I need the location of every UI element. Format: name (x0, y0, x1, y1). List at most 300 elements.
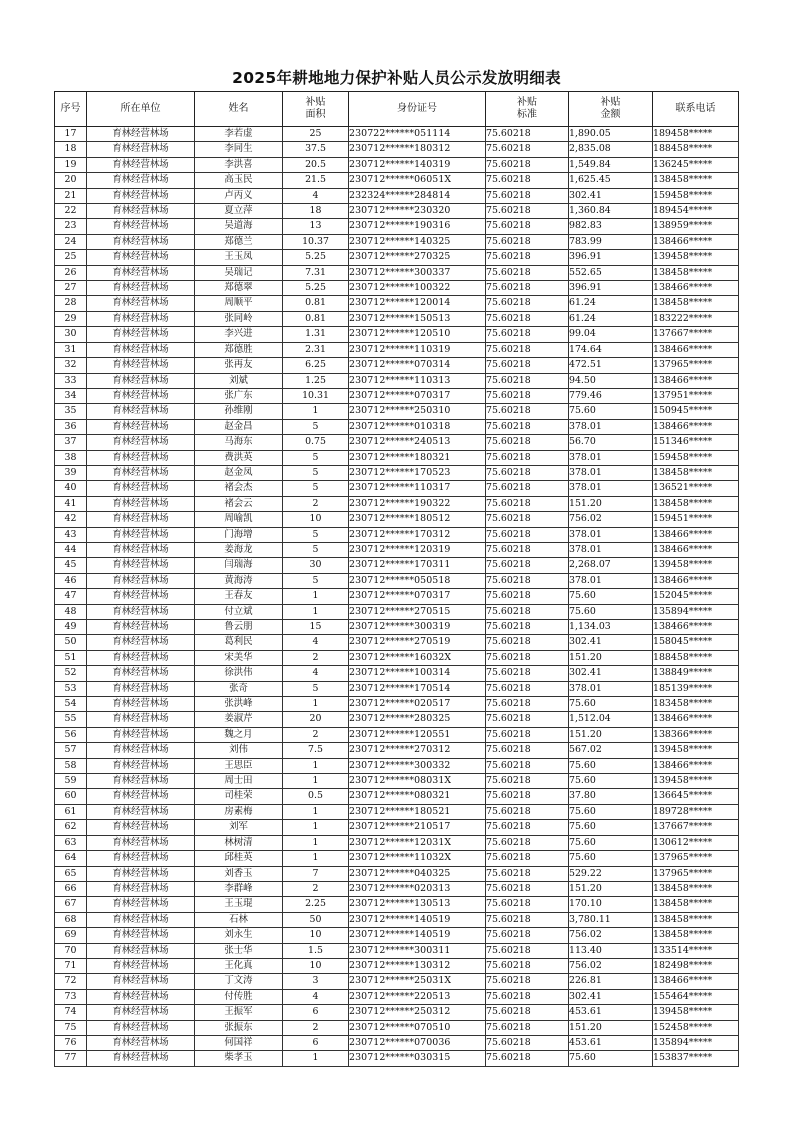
standard-cell: 75.60218 (486, 573, 569, 588)
phone-cell: 159451***** (653, 512, 739, 527)
id-number-cell: 230712******270519 (349, 635, 486, 650)
seq-cell: 28 (55, 296, 87, 311)
col-header-amount: 补贴 金额 (569, 92, 653, 127)
standard-cell: 75.60218 (486, 373, 569, 388)
amount-cell: 756.02 (569, 512, 653, 527)
table-row (55, 188, 739, 203)
area-cell: 20.5 (283, 157, 349, 172)
id-number-cell: 230712******300332 (349, 758, 486, 773)
amount-cell: 151.20 (569, 496, 653, 511)
table-row (55, 743, 739, 758)
table-row (55, 142, 739, 157)
id-number-cell: 230712******140519 (349, 912, 486, 927)
name-cell: 王振军 (195, 1005, 283, 1020)
area-cell: 50 (283, 912, 349, 927)
phone-cell: 138466***** (653, 342, 739, 357)
table-row (55, 358, 739, 373)
unit-cell: 育林经营林场 (87, 404, 195, 419)
seq-cell: 22 (55, 204, 87, 219)
amount-cell: 226.81 (569, 974, 653, 989)
amount-cell: 170.10 (569, 897, 653, 912)
name-cell: 张同岭 (195, 311, 283, 326)
table-row (55, 296, 739, 311)
name-cell: 邱桂英 (195, 851, 283, 866)
id-number-cell: 230712******120319 (349, 542, 486, 557)
standard-cell: 75.60218 (486, 589, 569, 604)
standard-cell: 75.60218 (486, 558, 569, 573)
name-cell: 宋美华 (195, 650, 283, 665)
table-row (55, 419, 739, 434)
area-cell: 1 (283, 758, 349, 773)
name-cell: 赵金凤 (195, 465, 283, 480)
phone-cell: 189728***** (653, 804, 739, 819)
col-header-unit: 所在单位 (87, 92, 195, 127)
id-number-cell: 230712******280325 (349, 712, 486, 727)
area-cell: 7 (283, 866, 349, 881)
amount-cell: 783.99 (569, 234, 653, 249)
seq-cell: 36 (55, 419, 87, 434)
phone-cell: 138458***** (653, 881, 739, 896)
phone-cell: 138466***** (653, 373, 739, 388)
standard-cell: 75.60218 (486, 712, 569, 727)
id-number-cell: 230712******220513 (349, 989, 486, 1004)
name-cell: 魏之月 (195, 727, 283, 742)
name-cell: 刘斌 (195, 373, 283, 388)
area-cell: 7.5 (283, 743, 349, 758)
area-cell: 37.5 (283, 142, 349, 157)
seq-cell: 65 (55, 866, 87, 881)
standard-cell: 75.60218 (486, 173, 569, 188)
seq-cell: 59 (55, 774, 87, 789)
name-cell: 付传胜 (195, 989, 283, 1004)
id-number-cell: 230712******110313 (349, 373, 486, 388)
seq-cell: 56 (55, 727, 87, 742)
phone-cell: 159458***** (653, 188, 739, 203)
unit-cell: 育林经营林场 (87, 789, 195, 804)
name-cell: 李兴进 (195, 327, 283, 342)
name-cell: 刘伟 (195, 743, 283, 758)
standard-cell: 75.60218 (486, 666, 569, 681)
standard-cell: 75.60218 (486, 219, 569, 234)
table-row (55, 928, 739, 943)
seq-cell: 54 (55, 697, 87, 712)
unit-cell: 育林经营林场 (87, 989, 195, 1004)
area-cell: 5.25 (283, 281, 349, 296)
unit-cell: 育林经营林场 (87, 250, 195, 265)
phone-cell: 138466***** (653, 234, 739, 249)
id-number-cell: 230712******300319 (349, 620, 486, 635)
area-cell: 10.37 (283, 234, 349, 249)
unit-cell: 育林经营林场 (87, 743, 195, 758)
id-number-cell: 230712******230320 (349, 204, 486, 219)
col-header-phone: 联系电话 (653, 92, 739, 127)
subsidy-table (54, 91, 739, 1067)
document-title: 2025年耕地地力保护补贴人员公示发放明细表 (232, 69, 561, 87)
table-row (55, 404, 739, 419)
standard-cell: 75.60218 (486, 204, 569, 219)
name-cell: 孙维刚 (195, 404, 283, 419)
amount-cell: 2,835.08 (569, 142, 653, 157)
phone-cell: 153837***** (653, 1051, 739, 1066)
table-body (55, 127, 739, 1067)
phone-cell: 135894***** (653, 604, 739, 619)
standard-cell: 75.60218 (486, 296, 569, 311)
standard-cell: 75.60218 (486, 635, 569, 650)
table-row (55, 342, 739, 357)
table-row (55, 789, 739, 804)
area-cell: 5 (283, 542, 349, 557)
seq-cell: 31 (55, 342, 87, 357)
name-cell: 张士华 (195, 943, 283, 958)
amount-cell: 302.41 (569, 989, 653, 1004)
phone-cell: 159458***** (653, 450, 739, 465)
unit-cell: 育林经营林场 (87, 388, 195, 403)
name-cell: 刘军 (195, 820, 283, 835)
phone-cell: 136645***** (653, 789, 739, 804)
amount-cell: 378.01 (569, 450, 653, 465)
standard-cell: 75.60218 (486, 912, 569, 927)
area-cell: 1 (283, 589, 349, 604)
table-row (55, 820, 739, 835)
area-cell: 5 (283, 450, 349, 465)
phone-cell: 138458***** (653, 912, 739, 927)
area-cell: 5 (283, 573, 349, 588)
id-number-cell: 230712******150513 (349, 311, 486, 326)
seq-cell: 53 (55, 681, 87, 696)
unit-cell: 育林经营林场 (87, 881, 195, 896)
seq-cell: 43 (55, 527, 87, 542)
phone-cell: 182498***** (653, 958, 739, 973)
area-cell: 10 (283, 512, 349, 527)
seq-cell: 26 (55, 265, 87, 280)
amount-cell: 37.80 (569, 789, 653, 804)
id-number-cell: 230712******180521 (349, 804, 486, 819)
standard-cell: 75.60218 (486, 481, 569, 496)
area-cell: 10.31 (283, 388, 349, 403)
amount-cell: 756.02 (569, 958, 653, 973)
standard-cell: 75.60218 (486, 897, 569, 912)
standard-cell: 75.60218 (486, 496, 569, 511)
amount-cell: 75.60 (569, 758, 653, 773)
standard-cell: 75.60218 (486, 281, 569, 296)
name-cell: 周顺平 (195, 296, 283, 311)
name-cell: 张振东 (195, 1020, 283, 1035)
amount-cell: 75.60 (569, 851, 653, 866)
unit-cell: 育林经营林场 (87, 1035, 195, 1050)
name-cell: 司桂荣 (195, 789, 283, 804)
phone-cell: 138458***** (653, 465, 739, 480)
area-cell: 1 (283, 835, 349, 850)
phone-cell: 138466***** (653, 419, 739, 434)
name-cell: 吴瑞记 (195, 265, 283, 280)
table-row (55, 1051, 739, 1066)
phone-cell: 137965***** (653, 866, 739, 881)
name-cell: 郑德胜 (195, 342, 283, 357)
name-cell: 李若虚 (195, 127, 283, 142)
table-row (55, 435, 739, 450)
area-cell: 10 (283, 928, 349, 943)
id-number-cell: 230712******25031X (349, 974, 486, 989)
seq-cell: 52 (55, 666, 87, 681)
amount-cell: 75.60 (569, 404, 653, 419)
name-cell: 卢丙义 (195, 188, 283, 203)
id-number-cell: 230712******210517 (349, 820, 486, 835)
unit-cell: 育林经营林场 (87, 912, 195, 927)
name-cell: 赵金昌 (195, 419, 283, 434)
area-cell: 1.5 (283, 943, 349, 958)
standard-cell: 75.60218 (486, 157, 569, 172)
seq-cell: 70 (55, 943, 87, 958)
amount-cell: 378.01 (569, 542, 653, 557)
phone-cell: 138466***** (653, 542, 739, 557)
table-row (55, 774, 739, 789)
unit-cell: 育林经营林场 (87, 311, 195, 326)
name-cell: 吴道海 (195, 219, 283, 234)
table-row (55, 1035, 739, 1050)
amount-cell: 982.83 (569, 219, 653, 234)
phone-cell: 138458***** (653, 897, 739, 912)
name-cell: 黄海涛 (195, 573, 283, 588)
table-row (55, 542, 739, 557)
table-row (55, 481, 739, 496)
unit-cell: 育林经营林场 (87, 604, 195, 619)
table-header-row (55, 92, 739, 127)
area-cell: 2 (283, 1020, 349, 1035)
phone-cell: 139458***** (653, 743, 739, 758)
amount-cell: 1,890.05 (569, 127, 653, 142)
name-cell: 张再友 (195, 358, 283, 373)
unit-cell: 育林经营林场 (87, 558, 195, 573)
seq-cell: 18 (55, 142, 87, 157)
table-row (55, 666, 739, 681)
area-cell: 0.75 (283, 435, 349, 450)
seq-cell: 74 (55, 1005, 87, 1020)
seq-cell: 55 (55, 712, 87, 727)
amount-cell: 453.61 (569, 1035, 653, 1050)
standard-cell: 75.60218 (486, 1051, 569, 1066)
unit-cell: 育林经营林场 (87, 435, 195, 450)
name-cell: 褚会云 (195, 496, 283, 511)
id-number-cell: 230712******300311 (349, 943, 486, 958)
unit-cell: 育林经营林场 (87, 697, 195, 712)
name-cell: 刘永生 (195, 928, 283, 943)
phone-cell: 183222***** (653, 311, 739, 326)
name-cell: 张广东 (195, 388, 283, 403)
seq-cell: 57 (55, 743, 87, 758)
seq-cell: 61 (55, 804, 87, 819)
standard-cell: 75.60218 (486, 1035, 569, 1050)
seq-cell: 73 (55, 989, 87, 1004)
phone-cell: 137667***** (653, 820, 739, 835)
area-cell: 4 (283, 635, 349, 650)
table-row (55, 1020, 739, 1035)
standard-cell: 75.60218 (486, 620, 569, 635)
unit-cell: 育林经营林场 (87, 373, 195, 388)
col-header-area: 补贴 面积 (283, 92, 349, 127)
name-cell: 郑德翠 (195, 281, 283, 296)
standard-cell: 75.60218 (486, 188, 569, 203)
phone-cell: 139458***** (653, 558, 739, 573)
name-cell: 李群峰 (195, 881, 283, 896)
id-number-cell: 230712******270515 (349, 604, 486, 619)
table-row (55, 958, 739, 973)
amount-cell: 567.02 (569, 743, 653, 758)
table-row (55, 496, 739, 511)
standard-cell: 75.60218 (486, 881, 569, 896)
standard-cell: 75.60218 (486, 527, 569, 542)
table-row (55, 512, 739, 527)
area-cell: 2 (283, 881, 349, 896)
unit-cell: 育林经营林场 (87, 296, 195, 311)
area-cell: 1 (283, 820, 349, 835)
phone-cell: 138458***** (653, 496, 739, 511)
phone-cell: 151346***** (653, 435, 739, 450)
seq-cell: 46 (55, 573, 87, 588)
standard-cell: 75.60218 (486, 604, 569, 619)
area-cell: 15 (283, 620, 349, 635)
name-cell: 郑德兰 (195, 234, 283, 249)
area-cell: 2 (283, 727, 349, 742)
table-row (55, 388, 739, 403)
standard-cell: 75.60218 (486, 851, 569, 866)
seq-cell: 51 (55, 650, 87, 665)
standard-cell: 75.60218 (486, 404, 569, 419)
id-number-cell: 230712******140319 (349, 157, 486, 172)
unit-cell: 育林经营林场 (87, 573, 195, 588)
table-row (55, 527, 739, 542)
id-number-cell: 230712******120014 (349, 296, 486, 311)
unit-cell: 育林经营林场 (87, 620, 195, 635)
standard-cell: 75.60218 (486, 1020, 569, 1035)
phone-cell: 138466***** (653, 527, 739, 542)
name-cell: 夏立萍 (195, 204, 283, 219)
table-row (55, 881, 739, 896)
id-number-cell: 230712******16032X (349, 650, 486, 665)
unit-cell: 育林经营林场 (87, 1051, 195, 1066)
phone-cell: 185139***** (653, 681, 739, 696)
area-cell: 21.5 (283, 173, 349, 188)
id-number-cell: 230712******080321 (349, 789, 486, 804)
table-row (55, 851, 739, 866)
name-cell: 王思臣 (195, 758, 283, 773)
area-cell: 2.25 (283, 897, 349, 912)
seq-cell: 60 (55, 789, 87, 804)
amount-cell: 61.24 (569, 311, 653, 326)
amount-cell: 378.01 (569, 465, 653, 480)
unit-cell: 育林经营林场 (87, 419, 195, 434)
name-cell: 柴孝玉 (195, 1051, 283, 1066)
unit-cell: 育林经营林场 (87, 142, 195, 157)
name-cell: 李洪喜 (195, 157, 283, 172)
amount-cell: 396.91 (569, 281, 653, 296)
amount-cell: 151.20 (569, 881, 653, 896)
name-cell: 马海东 (195, 435, 283, 450)
seq-cell: 68 (55, 912, 87, 927)
phone-cell: 139458***** (653, 1005, 739, 1020)
standard-cell: 75.60218 (486, 342, 569, 357)
seq-cell: 19 (55, 157, 87, 172)
amount-cell: 378.01 (569, 681, 653, 696)
table-row (55, 234, 739, 249)
unit-cell: 育林经营林场 (87, 958, 195, 973)
seq-cell: 67 (55, 897, 87, 912)
id-number-cell: 230712******190322 (349, 496, 486, 511)
id-number-cell: 230722******051114 (349, 127, 486, 142)
unit-cell: 育林经营林场 (87, 342, 195, 357)
phone-cell: 138466***** (653, 974, 739, 989)
unit-cell: 育林经营林场 (87, 589, 195, 604)
table-row (55, 989, 739, 1004)
unit-cell: 育林经营林场 (87, 943, 195, 958)
amount-cell: 378.01 (569, 481, 653, 496)
seq-cell: 77 (55, 1051, 87, 1066)
unit-cell: 育林经营林场 (87, 265, 195, 280)
area-cell: 6 (283, 1005, 349, 1020)
table-row (55, 943, 739, 958)
id-number-cell: 232324******284814 (349, 188, 486, 203)
area-cell: 1.25 (283, 373, 349, 388)
name-cell: 闫瑞海 (195, 558, 283, 573)
amount-cell: 75.60 (569, 604, 653, 619)
area-cell: 3 (283, 974, 349, 989)
name-cell: 周士田 (195, 774, 283, 789)
phone-cell: 138458***** (653, 265, 739, 280)
unit-cell: 育林经营林场 (87, 866, 195, 881)
seq-cell: 33 (55, 373, 87, 388)
phone-cell: 138458***** (653, 928, 739, 943)
area-cell: 2 (283, 650, 349, 665)
seq-cell: 63 (55, 835, 87, 850)
id-number-cell: 230712******180312 (349, 142, 486, 157)
unit-cell: 育林经营林场 (87, 450, 195, 465)
id-number-cell: 230712******300337 (349, 265, 486, 280)
amount-cell: 75.60 (569, 774, 653, 789)
unit-cell: 育林经营林场 (87, 204, 195, 219)
id-number-cell: 230712******070317 (349, 589, 486, 604)
standard-cell: 75.60218 (486, 265, 569, 280)
phone-cell: 138458***** (653, 173, 739, 188)
unit-cell: 育林经营林场 (87, 281, 195, 296)
unit-cell: 育林经营林场 (87, 650, 195, 665)
id-number-cell: 230712******100322 (349, 281, 486, 296)
amount-cell: 302.41 (569, 188, 653, 203)
area-cell: 2.31 (283, 342, 349, 357)
phone-cell: 137667***** (653, 327, 739, 342)
unit-cell: 育林经营林场 (87, 127, 195, 142)
amount-cell: 151.20 (569, 1020, 653, 1035)
col-header-name: 姓名 (195, 92, 283, 127)
id-number-cell: 230712******190316 (349, 219, 486, 234)
amount-cell: 151.20 (569, 650, 653, 665)
id-number-cell: 230712******06051X (349, 173, 486, 188)
phone-cell: 136245***** (653, 157, 739, 172)
seq-cell: 42 (55, 512, 87, 527)
standard-cell: 75.60218 (486, 127, 569, 142)
id-number-cell: 230712******050518 (349, 573, 486, 588)
area-cell: 1 (283, 804, 349, 819)
area-cell: 0.81 (283, 311, 349, 326)
unit-cell: 育林经营林场 (87, 712, 195, 727)
unit-cell: 育林经营林场 (87, 327, 195, 342)
table-row (55, 204, 739, 219)
phone-cell: 137951***** (653, 388, 739, 403)
standard-cell: 75.60218 (486, 142, 569, 157)
name-cell: 王春友 (195, 589, 283, 604)
amount-cell: 61.24 (569, 296, 653, 311)
table-row (55, 1005, 739, 1020)
phone-cell: 133514***** (653, 943, 739, 958)
area-cell: 4 (283, 188, 349, 203)
